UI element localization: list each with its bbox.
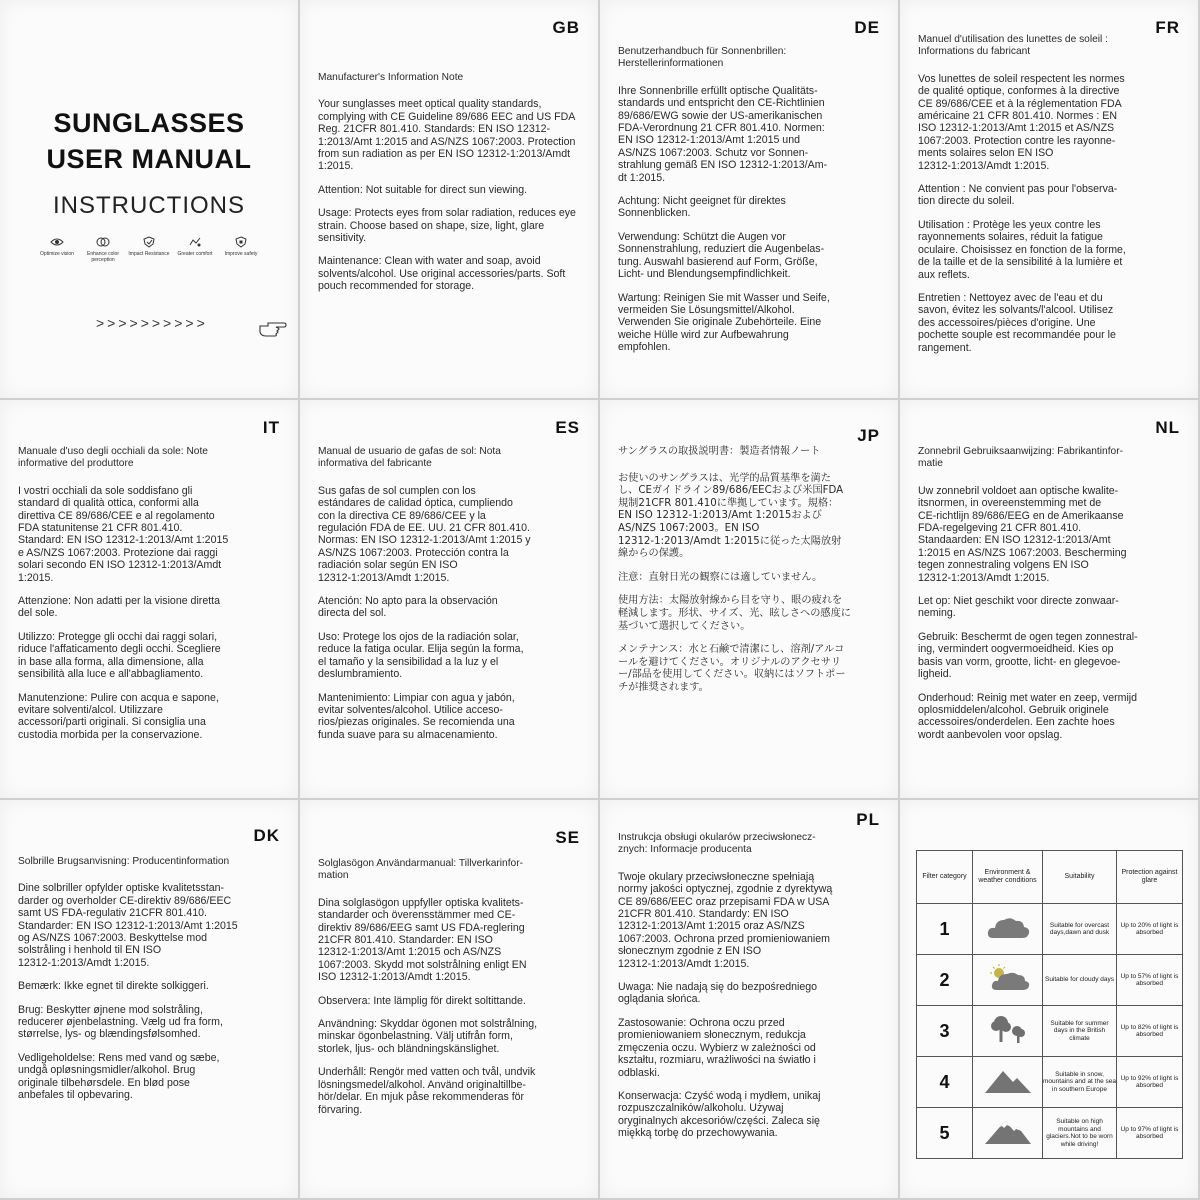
paragraph-standards: Twoje okulary przeciwsłoneczne spełniają normy jakości optycznej, zgodnie z dyrektywą CE 89/686/EEC oraz przepisami FDA w USA 21CFR 801.410. Standardy: EN ISO 12312-1:2013/Amt 1:2015 oraz AS/NZS 1067:2003. Ochrona przed promieniowaniem słonecznym zgodnie z EN ISO 12312-1:2013/Amdt 1:2015. xyxy=(618,870,833,970)
panel-heading: Manuel d'utilisation des lunettes de soleil : Informations du fabricant xyxy=(918,34,1108,58)
suitability-cell: Suitable in snow, mountains and at the sea in southern Europe xyxy=(1043,1057,1117,1108)
table-row xyxy=(917,955,1183,1006)
paragraph-standards: Ihre Sonnenbrille erfüllt optische Qualitäts- standards und entspricht den CE-Richtlinien 89/686/EWG sowie der US-amerikanischen FDA-Verordnung 21 CFR 801.410. Normen: EN ISO 12312-1:2013/Amt 1:2015 und AS/NZS 1067:2003. Schutz vor Sonnen- strahlung gemäß EN ISO 12312-1:2013/Am- dt 1:2015. xyxy=(618,84,828,184)
panel-heading: Zonnebril Gebruiksaanwijzing: Fabrikantinfor- matie xyxy=(918,446,1123,470)
panel-heading: Solglasögon Användarmanual: Tillverkarinfor- mation xyxy=(318,858,523,882)
panel-gb xyxy=(300,0,598,398)
feature-color-perception xyxy=(82,236,124,263)
paragraph-attention: Let op: Niet geschikt voor directe zonwaar- neming. xyxy=(918,595,1119,620)
panel-body xyxy=(618,446,884,706)
paragraph-standards: Dina solglasögon uppfyller optiska kvalitets- standarder och överensstämmer med CE- direktiv 89/686/EEG samt US FDA-reglering 21CFR 801.410. Standarder: EN ISO 12312-1:2013/Amt 1:2015 och AS/NZS 1067:2003. Skydd mot solstrålning enligt EN ISO 12312-1:2013/Amdt 1:2015. xyxy=(318,896,527,984)
header-environment: Environment & weather conditions xyxy=(973,851,1043,904)
cover-title xyxy=(0,105,298,177)
panel-body xyxy=(918,446,1184,752)
panel-body xyxy=(618,46,884,365)
panel-body xyxy=(18,446,284,752)
category-number: 1 xyxy=(917,904,973,955)
feature-comfort xyxy=(174,236,216,263)
language-code: GB xyxy=(552,18,580,37)
paragraph-maintenance: メンテナンス：水と石鹸で清潔にし、溶剤/アルコ ールを避けてください。オリジナルのアクセサリ ー/部品を使用してください。収納にはソフトポー チが推奨されます。 xyxy=(618,644,846,693)
sun-cloud-icon xyxy=(985,963,1031,993)
feature-label: Improve safety xyxy=(224,251,258,257)
table-row xyxy=(917,1108,1183,1159)
paragraph-maintenance: Maintenance: Clean with water and soap, avoid solvents/alcohol. Use original accessories/parts. Soft pouch recommended for storage. xyxy=(318,255,566,293)
panel-heading: Solbrille Brugsanvisning: Producentinformation xyxy=(18,856,230,867)
environment-cell xyxy=(973,1057,1043,1108)
panel-body xyxy=(18,856,284,1113)
panel-dk xyxy=(0,800,298,1198)
language-code: NL xyxy=(1155,418,1180,437)
table-header-row xyxy=(917,851,1183,904)
paragraph-maintenance: Wartung: Reinigen Sie mit Wasser und Seife, vermeiden Sie Lösungsmittel/Alkohol. Verwenden Sie originale Zubehörteile. Eine weiche Hülle wird zur Aufbewahrung empfohlen. xyxy=(618,291,830,354)
suitability-cell: Suitable for cloudy days xyxy=(1043,955,1117,1006)
panel-heading: Benutzerhandbuch für Sonnenbrillen: Herstellerinformationen xyxy=(618,46,787,70)
cloud-icon xyxy=(985,912,1031,942)
panel-se xyxy=(300,800,598,1198)
language-code: SE xyxy=(555,828,580,847)
paragraph-usage: 使用方法：太陽放射線から目を守り、眼の疲れを 軽減します。形状、サイズ、光、眩しさへの感度に 基づいて選択してください。 xyxy=(618,595,851,632)
paragraph-standards: I vostri occhiali da sole soddisfano gli standard di qualità ottica, conformi alla direttiva CE 89/686/CEE e al regolamento FDA statunitense 21 CFR 801.410. Standard: EN ISO 12312-1:2013/Amt 1:2015 e AS/NZS 1067:2003. Protezione dai raggi solari secondo EN ISO 12312-1:2013/Amdt 1:2015. xyxy=(18,484,229,584)
panel-filter-table xyxy=(900,800,1198,1198)
paragraph-usage: Uso: Protege los ojos de la radiación solar, reduce la fatiga ocular. Elija según la forma, el tamaño y la sensibilidad a la luz y el deslumbramiento. xyxy=(318,630,524,681)
environment-cell xyxy=(973,1108,1043,1159)
panel-heading: Manuale d'uso degli occhiali da sole: Note informative del produttore xyxy=(18,446,208,470)
paragraph-attention: Bemærk: Ikke egnet til direkte solkiggeri. xyxy=(18,980,209,993)
language-code: PL xyxy=(856,810,880,829)
feature-safety xyxy=(220,236,262,263)
safety-shield-icon xyxy=(234,236,248,248)
feature-label: Impact Resistance xyxy=(128,251,170,257)
category-number: 3 xyxy=(917,1006,973,1057)
feature-icons-row xyxy=(36,236,262,263)
paragraph-maintenance: Mantenimiento: Limpiar con agua y jabón, evitar solventes/alcohol. Utilice acceso- rios/piezas originales. Se recomienda una funda suave para su almacenamiento. xyxy=(318,691,515,741)
paragraph-attention: 注意：直射日光の観察には適していません。 xyxy=(618,571,823,583)
suitability-cell: Suitable on high mountains and glaciers.Not to be worn while driving! xyxy=(1043,1108,1117,1159)
paragraph-maintenance: Manutenzione: Pulire con acqua e sapone, evitare solventi/alcol. Utilizzare accessori/parti originali. Si consiglia una custodia morbida per la conservazione. xyxy=(18,691,219,741)
snow-mountain-icon xyxy=(983,1116,1033,1146)
table-row xyxy=(917,904,1183,955)
protection-cell: Up to 92% of light is absorbed xyxy=(1117,1057,1183,1108)
paragraph-standards: Uw zonnebril voldoet aan optische kwalite- itsnormen, in overeenstemming met de CE-richtlijn 89/686/EEG en de Amerikaanse FDA-regelgeving 21 CFR 801.410. Standaarden: EN ISO 12312-1:2013/Amt 1:2015 en AS/NZS 1067:2003. Bescherming tegen zonnestraling volgens EN ISO 12312-1:2013/Amdt 1:2015. xyxy=(918,484,1127,584)
paragraph-usage: Användning: Skyddar ögonen mot solstrålning, minskar ögonbelastning. Välj utifrån form, storlek, ljus- och bländningskänslighet. xyxy=(318,1018,538,1055)
panel-nl xyxy=(900,400,1198,798)
paragraph-attention: Attention: Not suitable for direct sun viewing. xyxy=(318,183,528,196)
paragraph-standards: お使いのサングラスは、光学的品質基準を満た し、CEガイドライン89/686/EECおよび米国FDA 規制21CFR 801.410に準拠しています。規格： EN ISO 12312-1:2013/Amt 1:2015および AS/NZS 1067:2003。EN ISO 12312-1:2013/Amdt 1:2015に従った太陽放射 線からの保護。 xyxy=(618,472,844,560)
category-number: 4 xyxy=(917,1057,973,1108)
color-icon xyxy=(96,236,110,248)
panel-body xyxy=(918,34,1184,365)
paragraph-usage: Usage: Protects eyes from solar radiation, reduces eye strain. Choose based on shape, size, light, glare sensitivity. xyxy=(318,207,576,245)
panel-body xyxy=(318,446,584,752)
paragraph-maintenance: Vedligeholdelse: Rens med vand og sæbe, undgå opløsningsmidler/alkohol. Brug originale tilbehørsdele. En blød pose anbefales til opbevaring. xyxy=(18,1051,220,1102)
panel-pl xyxy=(600,800,898,1198)
table-row xyxy=(917,1006,1183,1057)
feature-label: Optimize vision xyxy=(40,251,74,257)
paragraph-attention: Uwaga: Nie nadają się do bezpośredniego oglądania słońca. xyxy=(618,981,818,1006)
comfort-icon xyxy=(188,236,202,248)
paragraph-usage: Verwendung: Schützt die Augen vor Sonnenstrahlung, reduziert die Augenbelas- tung. Auswahl basierend auf Form, Größe, Licht- und Blendungsempfindlichkeit. xyxy=(618,230,825,281)
protection-cell: Up to 97% of light is absorbed xyxy=(1117,1108,1183,1159)
feature-label: Enhance color perception xyxy=(87,251,119,263)
category-number: 2 xyxy=(917,955,973,1006)
eye-icon xyxy=(50,236,64,248)
paragraph-usage: Utilizzo: Protegge gli occhi dai raggi solari, riduce l'affaticamento degli occhi. Scegliere in base alla forma, alla dimensione, alla sensibilità alla luce e all'abbagliamento. xyxy=(18,630,221,681)
panel-body xyxy=(318,858,584,1127)
panel-body xyxy=(618,832,884,1151)
paragraph-usage: Utilisation : Protège les yeux contre les rayonnements solaires, réduit la fatigue oculaire. Choisissez en fonction de la forme, de la taille et de la sensibilité à la lumière et aux reflets. xyxy=(918,218,1126,281)
header-filter-category: Filter category xyxy=(917,851,973,904)
language-code: IT xyxy=(262,418,280,437)
mountain-icon xyxy=(983,1065,1033,1095)
paragraph-standards: Sus gafas de sol cumplen con los estándares de calidad óptica, cumpliendo con la directiva CE 89/686/CEE y la regulación FDA de EE. UU. 21 CFR 801.410. Normas: EN ISO 12312-1:2013/Amt 1:2015 y AS/NZS 1067:2003. Protección contra la radiación solar según EN ISO 12312-1:2013/Amdt 1:2015. xyxy=(318,484,531,584)
feature-optimize-vision xyxy=(36,236,78,263)
panel-heading: Manufacturer's Information Note xyxy=(318,72,464,83)
paragraph-standards: Dine solbriller opfylder optiske kvalitetsstan- darder og overholder CE-direktiv 89/686/EEC samt US FDA-regulativ 21CFR 801.410. Standarder: EN ISO 12312-1:2013/Amt 1:2015 og AS/NZS 1067:2003. Beskyttelse mod solstråling i henhold til EN ISO 12312-1:2013/Amdt 1:2015. xyxy=(18,882,238,969)
suitability-cell: Suitable for summer days in the British climate xyxy=(1043,1006,1117,1057)
feature-impact-resistance xyxy=(128,236,170,263)
paragraph-maintenance: Konserwacja: Czyść wodą i mydłem, unikaj rozpuszczalników/alkoholu. Używaj oryginalnych akcesoriów/części. Zaleca się miękką torbę do przechowywania. xyxy=(618,1089,821,1140)
panel-fr xyxy=(900,0,1198,398)
pointing-hand-icon xyxy=(258,318,288,340)
panel-it xyxy=(0,400,298,798)
panel-body xyxy=(318,72,584,304)
environment-cell xyxy=(973,955,1043,1006)
protection-cell: Up to 82% of light is absorbed xyxy=(1117,1006,1183,1057)
category-number: 5 xyxy=(917,1108,973,1159)
paragraph-attention: Observera: Inte lämplig för direkt soltittande. xyxy=(318,994,526,1007)
paragraph-standards: Vos lunettes de soleil respectent les normes de qualité optique, conformes à la directive CE 89/686/CEE et à la réglementation FDA américaine 21 CFR 801.410. Normes : EN ISO 12312-1:2013/Amt 1:2015 et AS/NZS 1067:2003. Protection contre les rayonne- ments solaires selon EN ISO 12312-1:2013/Amdt 1:2015. xyxy=(918,72,1125,172)
panel-heading: Manual de usuario de gafas de sol: Nota informativa del fabricante xyxy=(318,446,501,470)
shield-impact-icon xyxy=(142,236,156,248)
header-suitability: Suitability xyxy=(1043,851,1117,904)
language-code: ES xyxy=(555,418,580,437)
panel-jp xyxy=(600,400,898,798)
suitability-cell: Suitable for overcast days,dawn and dusk xyxy=(1043,904,1117,955)
panel-heading: Instrukcja obsługi okularów przeciwsłonecz- znych: Informacje producenta xyxy=(618,832,816,856)
paragraph-maintenance: Underhåll: Rengör med vatten och tvål, undvik lösningsmedel/alkohol. Använd originaltillbe- hör/delar. En mjuk påse rekommenderas för förvaring. xyxy=(318,1066,536,1116)
panel-heading: サングラスの取扱説明書：製造者情報ノート xyxy=(618,446,821,457)
arrows-indicator: >>>>>>>>>> xyxy=(96,315,208,331)
language-code: DK xyxy=(253,826,280,845)
cover-title-line1: SUNGLASSES xyxy=(53,108,245,138)
language-code: DE xyxy=(854,18,880,37)
language-code: FR xyxy=(1155,18,1180,37)
header-protection: Protection against glare xyxy=(1117,851,1183,904)
trees-icon xyxy=(985,1012,1031,1046)
paragraph-usage: Gebruik: Beschermt de ogen tegen zonnestral- ing, vermindert oogvermoeidheid. Kies op basis van vorm, grootte, licht- en glegevoe- ligheid. xyxy=(918,630,1138,681)
feature-label: Greater comfort xyxy=(177,251,213,257)
paragraph-usage: Brug: Beskytter øjnene mod solstråling, reducerer øjenbelastning. Vælg ud fra form, størrelse, lys- og blændingsfølsomhed. xyxy=(18,1003,223,1041)
language-code: JP xyxy=(857,426,880,445)
cover-title-line2: USER MANUAL xyxy=(46,144,252,174)
paragraph-attention: Attenzione: Non adatti per la visione diretta del sole. xyxy=(18,595,220,620)
paragraph-attention: Attention : Ne convient pas pour l'observa- tion directe du soleil. xyxy=(918,183,1118,208)
environment-cell xyxy=(973,904,1043,955)
table-row xyxy=(917,1057,1183,1108)
protection-cell: Up to 20% of light is absorbed xyxy=(1117,904,1183,955)
paragraph-maintenance: Entretien : Nettoyez avec de l'eau et du savon, évitez les solvants/l'alcool. Utilisez des accessoires/pièces d'origine. Une pochette souple est recommandée pour le rangement. xyxy=(918,291,1116,354)
filter-category-table xyxy=(916,850,1183,1159)
cover-subtitle: INSTRUCTIONS xyxy=(53,192,245,219)
paragraph-attention: Atención: No apto para la observación directa del sol. xyxy=(318,595,498,620)
panel-de xyxy=(600,0,898,398)
paragraph-usage: Zastosowanie: Ochrona oczu przed promieniowaniem słonecznym, redukcja zmęczenia oczu. Wybierz w zależności od kształtu, rozmiaru, wrażliwości na światło i odblaski. xyxy=(618,1016,816,1079)
environment-cell xyxy=(973,1006,1043,1057)
protection-cell: Up to 57% of light is absorbed xyxy=(1117,955,1183,1006)
paragraph-attention: Achtung: Nicht geeignet für direktes Sonnenblicken. xyxy=(618,195,786,220)
paragraph-maintenance: Onderhoud: Reinig met water en zeep, vermijd oplosmiddelen/alcohol. Gebruik originele accessoires/onderdelen. Een zachte hoes wordt aanbevolen voor opslag. xyxy=(918,691,1138,741)
cover-panel xyxy=(0,0,298,398)
paragraph-standards: Your sunglasses meet optical quality standards, complying with CE Guideline 89/686 EEC and US FDA Reg. 21CFR 801.410. Standards: EN ISO 12312-1:2013/Amt 1:2015 and AS/NZS 1067:2003. Protection from sun radiation as per EN ISO 12312-1:2013/Amdt 1:2015. xyxy=(318,98,576,173)
panel-es xyxy=(300,400,598,798)
